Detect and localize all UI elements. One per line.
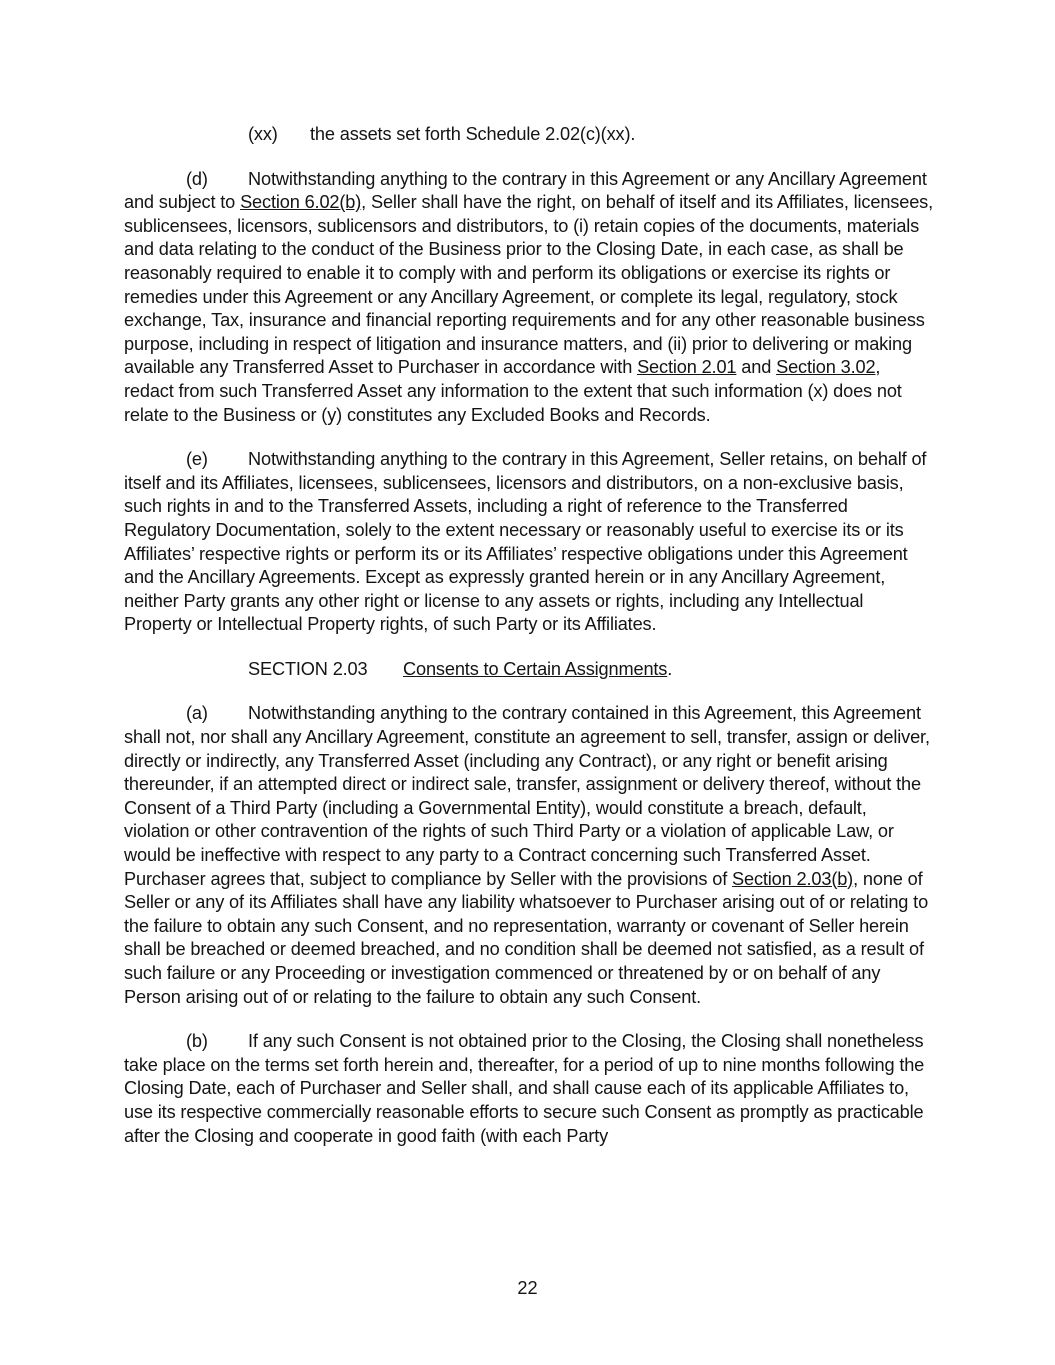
- section-reference: Section 6.02(b): [240, 192, 362, 213]
- clause-xx: [124, 123, 934, 147]
- paragraph-text: Notwithstanding anything to the contrary in this Agreement or any Ancillary Agreement and subject to: [124, 168, 927, 213]
- paragraph-label: (a): [186, 703, 208, 724]
- section-title-end: .: [667, 658, 673, 679]
- paragraph-e: [124, 448, 934, 637]
- paragraph-text: Notwithstanding anything to the contrary contained in this Agreement, this Agreement shall not, nor shall any Ancillary Agreement, constitute an agreement to sell, transfer, assign or deliver, directly or indirectly, any Transferred Asset (including any Contract), or any right or benefit arising thereunder, if an attempted direct or indirect sale, transfer, assignment or delivery thereof, without the Consent of a Third Party (including a Governmental Entity), would constitute a breach, default, violation or other contravention of the rights of such Third Party or a violation of applicable Law, or would be ineffective with respect to any party to a Contract concerning such Transferred Asset. Purchaser agrees that, subject to compliance by Seller with the provisions of: [124, 703, 930, 889]
- document-body: [124, 123, 934, 1169]
- paragraph-text: and: [736, 357, 777, 378]
- section-heading: [124, 658, 934, 682]
- paragraph-text: , none of Seller or any of its Affiliates shall have any liability whatsoever to Purchaser arising out of or relating to the failure to obtain any such Consent, and no representation, warranty or covenant of Seller herein shall be breached or deemed breached, and no condition shall be deemed not satisfied, as a result of such failure or any Proceeding or investigation commenced or threatened by or on behalf of any Person arising out of or relating to the failure to obtain any such Consent.: [124, 868, 929, 1007]
- section-reference: Section 2.01: [637, 357, 737, 378]
- paragraph-text: , redact from such Transferred Asset any information to the extent that such information (x) does not relate to the Business or (y) constitutes any Excluded Books and Records.: [124, 357, 902, 425]
- clause-text: the assets set forth Schedule 2.02(c)(xx).: [310, 124, 636, 144]
- paragraph-text: , Seller shall have the right, on behalf of itself and its Affiliates, licensees, sublicensees, licensors, sublicensors and distributors, to (i) retain copies of the documents, materials and data relating to the conduct of the Business prior to the Closing Date, in each case, as shall be reasonably required to enable it to comply with and perform its obligations or exercise its rights or remedies under this Agreement or any Ancillary Agreement, or complete its legal, regulatory, stock exchange, Tax, insurance and financial reporting requirements and for any other reasonable business purpose, including in respect of litigation and insurance matters, and (ii) prior to delivering or making available any Transferred Asset to Purchaser in accordance with: [124, 192, 934, 378]
- section-number: SECTION 2.03: [248, 658, 368, 679]
- paragraph-label: (d): [186, 168, 208, 189]
- page-number: 22: [517, 1278, 538, 1298]
- section-title: Consents to Certain Assignments: [403, 658, 668, 679]
- paragraph-b: [124, 1030, 934, 1148]
- paragraph-label: (b): [186, 1031, 208, 1052]
- section-reference: Section 2.03(b): [732, 868, 854, 889]
- section-reference: Section 3.02: [776, 357, 876, 378]
- paragraph-d: [124, 168, 934, 428]
- paragraph-text: If any such Consent is not obtained prior to the Closing, the Closing shall nonetheless take place on the terms set forth herein and, thereafter, for a period of up to nine months following the Closing Date, each of Purchaser and Seller shall, and shall cause each of its applicable Affiliates to, use its respective commercially reasonable efforts to secure such Consent as promptly as practicable after the Closing and cooperate in good faith (with each Party: [124, 1031, 925, 1146]
- paragraph-a: [124, 702, 934, 1009]
- paragraph-text: Notwithstanding anything to the contrary in this Agreement, Seller retains, on behalf of itself and its Affiliates, licensees, sublicensees, licensors and distributors, on a non-exclusive basis, such rights in and to the Transferred Assets, including a right of reference to the Transferred Regulatory Documentation, solely to the extent necessary or reasonably useful to exercise its or its Affiliates’ respective rights or perform its or its Affiliates’ respective obligations under this Agreement and the Ancillary Agreements. Except as expressly granted herein or in any Ancillary Agreement, neither Party grants any other right or license to any assets or rights, including any Intellectual Property or Intellectual Property rights, of such Party or its Affiliates.: [124, 449, 927, 635]
- paragraph-label: (e): [186, 449, 208, 470]
- clause-label: (xx): [248, 124, 278, 144]
